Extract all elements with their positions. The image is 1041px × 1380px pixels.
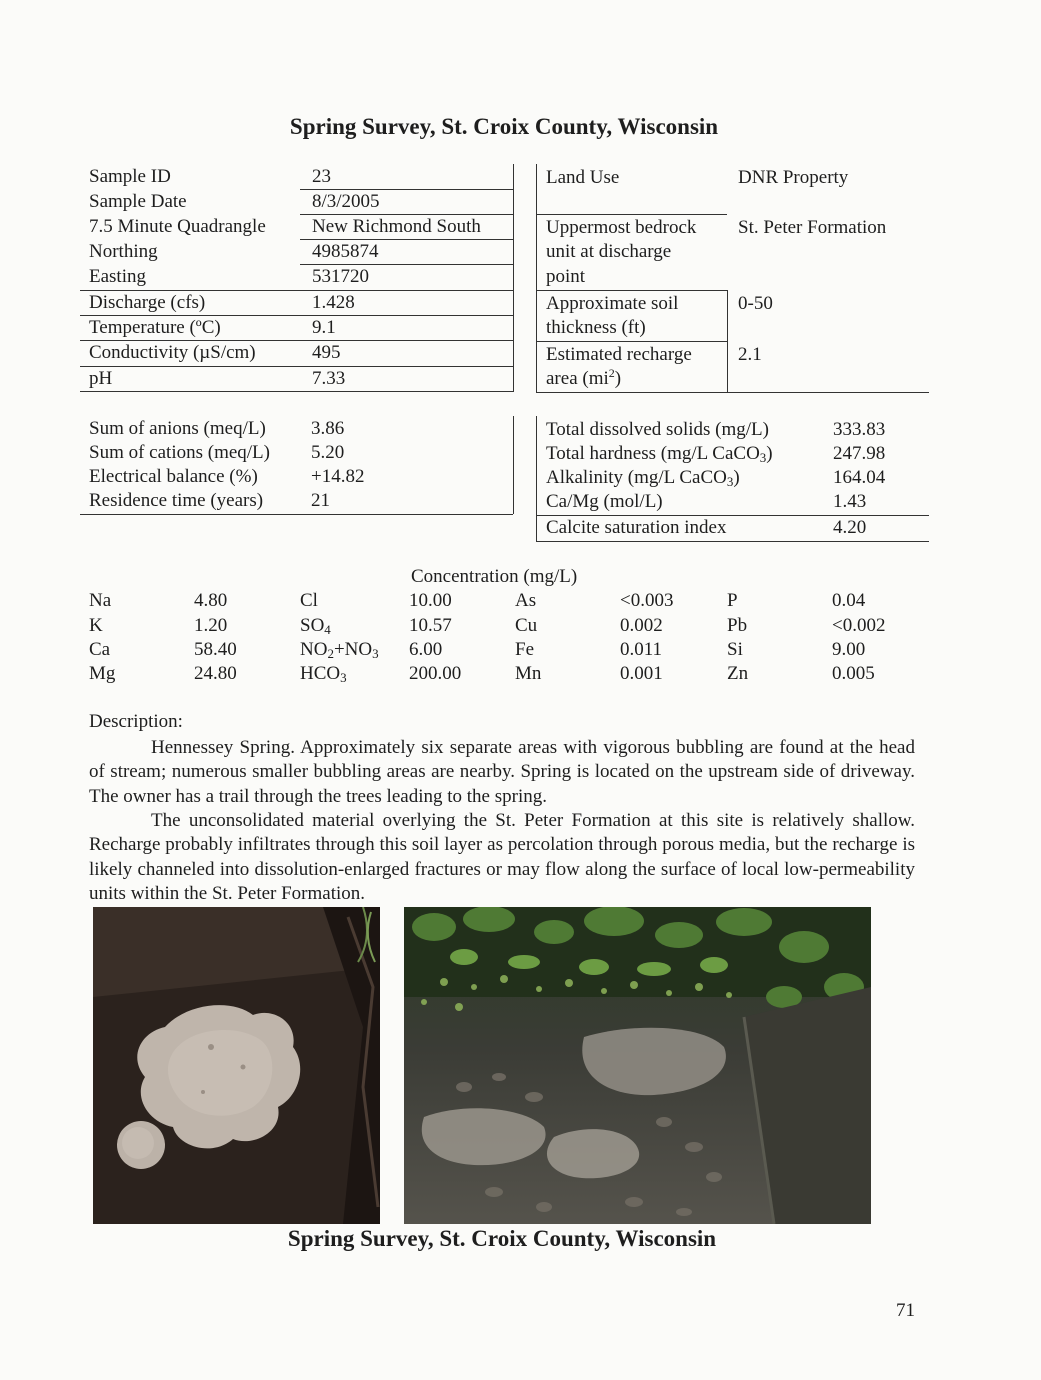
camg-label: Ca/Mg (mol/L) bbox=[546, 491, 663, 512]
soil-label-2: thickness (ft) bbox=[546, 317, 646, 338]
camg-value: 1.43 bbox=[833, 491, 867, 512]
element-symbol: P bbox=[727, 590, 738, 611]
alkalinity-label: Alkalinity (mg/L CaCO$_3$) bbox=[546, 467, 740, 489]
rule bbox=[80, 290, 513, 291]
northing-value: 4985874 bbox=[312, 241, 379, 262]
sand-boil-illustration bbox=[93, 907, 380, 1224]
description-heading: Description: bbox=[89, 711, 183, 732]
recharge-label-2: area $(mi^2)$ bbox=[546, 366, 622, 389]
element-symbol: K bbox=[89, 615, 103, 636]
description-paragraph: The unconsolidated material overlying the St. Peter Formation at this site is relatively shallow. Recharge probably infiltrates through this soil layer as percolation through porous media, but the recharge is likely channeled into dissolution-enlarged fractures or may flow along the surface of local low-permeability units within the St. Peter Formation. bbox=[89, 810, 915, 904]
bedrock-label-3: point bbox=[546, 266, 586, 287]
electrical-balance-value: +14.82 bbox=[311, 466, 365, 487]
element-value: 0.002 bbox=[620, 615, 663, 636]
rule bbox=[300, 189, 513, 190]
rule bbox=[80, 340, 513, 341]
element-value: 58.40 bbox=[194, 639, 237, 660]
bedrock-value: St. Peter Formation bbox=[738, 217, 887, 238]
easting-value: 531720 bbox=[312, 266, 369, 287]
element-value: 200.00 bbox=[409, 663, 462, 684]
element-value: 9.00 bbox=[832, 639, 866, 660]
rule bbox=[300, 239, 513, 240]
rule bbox=[536, 541, 929, 542]
easting-label: Easting bbox=[89, 266, 146, 287]
element-symbol: Pb bbox=[727, 615, 748, 636]
bedrock-label-1: Uppermost bedrock bbox=[546, 217, 697, 238]
spring-pool-photo bbox=[404, 907, 871, 1224]
element-symbol: Si bbox=[727, 639, 743, 660]
cations-value: 5.20 bbox=[311, 442, 345, 463]
recharge-label-1: Estimated recharge bbox=[546, 344, 692, 365]
element-value: 0.011 bbox=[620, 639, 663, 660]
sample-id-value: 23 bbox=[312, 166, 331, 187]
discharge-value: 1.428 bbox=[312, 292, 355, 313]
ph-label: pH bbox=[89, 368, 113, 389]
conductivity-label: Conductivity (µS/cm) bbox=[89, 342, 256, 363]
quadrangle-label: 7.5 Minute Quadrangle bbox=[89, 216, 266, 237]
element-symbol: As bbox=[515, 590, 537, 611]
soil-label-1: Approximate soil bbox=[546, 293, 679, 314]
element-symbol: Na bbox=[89, 590, 112, 611]
element-value: 0.04 bbox=[832, 590, 866, 611]
element-symbol: Ca bbox=[89, 639, 111, 660]
ph-value: 7.33 bbox=[312, 368, 346, 389]
divider bbox=[513, 416, 514, 514]
element-value: 24.80 bbox=[194, 663, 237, 684]
sample-date-label: Sample Date bbox=[89, 191, 187, 212]
rule bbox=[536, 214, 727, 215]
rule bbox=[300, 264, 513, 265]
element-value: <0.002 bbox=[832, 615, 886, 636]
tds-value: 333.83 bbox=[833, 419, 886, 440]
footer-title: Spring Survey, St. Croix County, Wisconsin bbox=[287, 1226, 717, 1251]
anions-value: 3.86 bbox=[311, 418, 345, 439]
soil-value: 0-50 bbox=[738, 293, 773, 314]
element-value: 6.00 bbox=[409, 639, 443, 660]
element-value: 0.005 bbox=[832, 663, 875, 684]
element-symbol: Zn bbox=[727, 663, 749, 684]
element-symbol: $NO_2+NO_3$ bbox=[300, 639, 379, 661]
page-title: Spring Survey, St. Croix County, Wisconsin bbox=[289, 114, 719, 139]
rule bbox=[536, 392, 929, 393]
bedrock-label-2: unit at discharge bbox=[546, 241, 672, 262]
element-value: <0.003 bbox=[620, 590, 674, 611]
description-paragraph: Hennessey Spring. Approximately six separate areas with vigorous bubbling are found at the head of stream; numerous smaller bubbling areas are nearby. Spring is located on the upstream side of driveway. The owner has a trail through the trees leading to the spring. bbox=[89, 737, 915, 807]
element-value: 10.00 bbox=[409, 590, 452, 611]
recharge-value: 2.1 bbox=[738, 344, 762, 365]
element-symbol: Fe bbox=[515, 639, 534, 660]
residence-time-label: Residence time (years) bbox=[89, 490, 264, 511]
hardness-value: 247.98 bbox=[833, 443, 886, 464]
sample-id-label: Sample ID bbox=[89, 166, 171, 187]
element-symbol: Cu bbox=[515, 615, 538, 636]
temperature-label: Temperature (ºC) bbox=[89, 317, 221, 338]
element-symbol: Mn bbox=[515, 663, 542, 684]
northing-label: Northing bbox=[89, 241, 158, 262]
cations-label: Sum of cations (meq/L) bbox=[89, 442, 270, 463]
rule bbox=[80, 391, 513, 392]
land-use-label: Land Use bbox=[546, 167, 620, 188]
element-value: 0.001 bbox=[620, 663, 663, 684]
rule bbox=[536, 515, 929, 516]
alkalinity-value: 164.04 bbox=[833, 467, 886, 488]
sample-date-value: 8/3/2005 bbox=[312, 191, 380, 212]
land-use-value: DNR Property bbox=[738, 167, 849, 188]
conductivity-value: 495 bbox=[312, 342, 341, 363]
element-symbol: Mg bbox=[89, 663, 116, 684]
element-value: 10.57 bbox=[409, 615, 452, 636]
rule bbox=[536, 341, 727, 342]
tds-label: Total dissolved solids (mg/L) bbox=[546, 419, 769, 440]
quadrangle-value: New Richmond South bbox=[312, 216, 481, 237]
temperature-value: 9.1 bbox=[312, 317, 336, 338]
rule bbox=[536, 290, 727, 291]
element-symbol: $HCO_3$ bbox=[300, 663, 347, 685]
hardness-label: Total hardness (mg/L CaCO$_3$) bbox=[546, 443, 773, 465]
spring-sand-boil-photo bbox=[93, 907, 380, 1224]
divider bbox=[536, 416, 537, 541]
element-value: 4.80 bbox=[194, 590, 228, 611]
element-symbol: $SO_4$ bbox=[300, 615, 331, 637]
spring-pool-illustration bbox=[404, 907, 871, 1224]
rule bbox=[80, 366, 513, 367]
calcite-label: Calcite saturation index bbox=[546, 517, 727, 538]
anions-label: Sum of anions (meq/L) bbox=[89, 418, 266, 439]
divider bbox=[727, 290, 728, 392]
divider bbox=[513, 164, 514, 392]
rule bbox=[300, 214, 513, 215]
concentration-heading: Concentration (mg/L) bbox=[411, 566, 578, 587]
divider bbox=[536, 164, 537, 392]
calcite-value: 4.20 bbox=[833, 517, 867, 538]
electrical-balance-label: Electrical balance (%) bbox=[89, 466, 258, 487]
element-value: 1.20 bbox=[194, 615, 228, 636]
page-number: 71 bbox=[896, 1300, 915, 1321]
residence-time-value: 21 bbox=[311, 490, 330, 511]
rule bbox=[80, 315, 513, 316]
discharge-label: Discharge (cfs) bbox=[89, 292, 206, 313]
element-symbol: Cl bbox=[300, 590, 318, 611]
rule bbox=[80, 514, 513, 515]
